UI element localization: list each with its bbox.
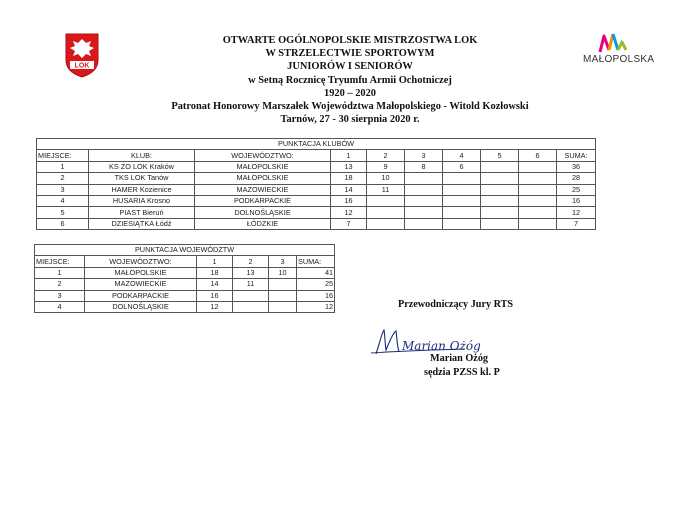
column-header: SUMA:: [297, 256, 335, 267]
table-cell: [443, 173, 481, 184]
table-cell: 11: [233, 279, 269, 290]
column-header: 2: [367, 150, 405, 161]
table-cell: 4: [35, 301, 85, 312]
table-cell: [481, 161, 519, 172]
table-cell: KS ZO LOK Kraków: [89, 161, 195, 172]
table-cell: [481, 207, 519, 218]
table-cell: [519, 161, 557, 172]
table-cell: DZIESIĄTKA Łódź: [89, 218, 195, 229]
table-cell: [269, 290, 297, 301]
table-cell: 8: [405, 161, 443, 172]
table-cell: 5: [37, 207, 89, 218]
table-cell: 7: [557, 218, 596, 229]
table-row: [37, 207, 596, 218]
table-row: [35, 267, 335, 278]
table-cell: 14: [197, 279, 233, 290]
voivodeship-ranking-table: [34, 244, 335, 313]
table-cell: [443, 207, 481, 218]
table-cell: [233, 301, 269, 312]
table-cell: [233, 290, 269, 301]
table-cell: 10: [367, 173, 405, 184]
header-title: OTWARTE OGÓLNOPOLSKIE MISTRZOSTWA LOK: [222, 35, 478, 46]
column-header: MIEJSCE:: [35, 256, 85, 267]
table-cell: [269, 279, 297, 290]
table-cell: 14: [331, 184, 367, 195]
table-cell: 11: [367, 184, 405, 195]
header-subtitle: W STRZELECTWIE SPORTOWYM: [265, 48, 435, 60]
column-header: KLUB:: [89, 150, 195, 161]
table-cell: [405, 207, 443, 218]
table-row: [35, 279, 335, 290]
table-cell: 4: [37, 195, 89, 206]
table-cell: MAŁOPOLSKIE: [195, 161, 331, 172]
table-cell: 1: [35, 267, 85, 278]
table-cell: 12: [197, 301, 233, 312]
document-header: [0, 34, 700, 126]
table-cell: 18: [197, 267, 233, 278]
table-cell: [481, 173, 519, 184]
table-row: [35, 301, 335, 312]
table-cell: TKS LOK Tanów: [89, 173, 195, 184]
table-cell: HAMER Kozienice: [89, 184, 195, 195]
table-cell: 18: [331, 173, 367, 184]
table-row: [37, 184, 596, 195]
table-cell: [443, 195, 481, 206]
table-cell: 1: [37, 161, 89, 172]
table-cell: MAZOWIECKIE: [195, 184, 331, 195]
table-row: [35, 290, 335, 301]
jury-chair-name: Marian Ożóg: [430, 353, 489, 364]
table-cell: DOLNOŚLĄSKIE: [195, 207, 331, 218]
header-years: 1920 – 2020: [324, 87, 376, 99]
table-cell: [367, 207, 405, 218]
table-cell: 36: [557, 161, 596, 172]
table-header-row: [35, 256, 335, 267]
table-cell: [405, 218, 443, 229]
table-cell: MAŁOPOLSKIE: [85, 267, 197, 278]
club-ranking-table: [36, 138, 596, 230]
table-cell: 2: [37, 173, 89, 184]
table-cell: [519, 207, 557, 218]
table-cell: [405, 195, 443, 206]
column-header: WOJEWÓDZTWO:: [195, 150, 331, 161]
table-cell: DOLNOŚLĄSKIE: [85, 301, 197, 312]
table-cell: PODKARPACKIE: [85, 290, 197, 301]
table-cell: MAZOWIECKIE: [85, 279, 197, 290]
table-cell: [443, 184, 481, 195]
table-row: [37, 218, 596, 229]
club-ranking-title: PUNKTACJA KLUBÓW: [37, 139, 596, 150]
header-patronage: Patronat Honorowy Marszałek Województwa Małopolskiego - Witold Kozłowski: [171, 101, 529, 113]
table-cell: 12: [331, 207, 367, 218]
table-cell: 16: [557, 195, 596, 206]
table-cell: PODKARPACKIE: [195, 195, 331, 206]
table-cell: 25: [557, 184, 596, 195]
table-cell: 12: [557, 207, 596, 218]
column-header: 1: [331, 150, 367, 161]
column-header: WOJEWÓDZTWO:: [85, 256, 197, 267]
table-cell: PIAST Bieruń: [89, 207, 195, 218]
table-cell: [519, 173, 557, 184]
table-cell: ŁÓDZKIE: [195, 218, 331, 229]
table-cell: 6: [37, 218, 89, 229]
table-row: [37, 173, 596, 184]
voivodeship-ranking-title: PUNKTACJA WOJEWÓDZTW: [35, 245, 335, 256]
jury-title: Przewodniczący Jury RTS: [398, 299, 514, 310]
table-cell: 6: [443, 161, 481, 172]
table-cell: 9: [367, 161, 405, 172]
column-header: 3: [269, 256, 297, 267]
malopolska-logo-text: MAŁOPOLSKA: [583, 54, 655, 65]
table-cell: 25: [297, 279, 335, 290]
table-cell: [519, 195, 557, 206]
table-cell: [519, 218, 557, 229]
column-header: MIEJSCE:: [37, 150, 89, 161]
column-header: 1: [197, 256, 233, 267]
table-cell: [481, 184, 519, 195]
table-cell: [405, 184, 443, 195]
table-cell: [519, 184, 557, 195]
table-row: [37, 195, 596, 206]
table-cell: [481, 195, 519, 206]
table-cell: 10: [269, 267, 297, 278]
table-cell: 2: [35, 279, 85, 290]
table-cell: [367, 195, 405, 206]
table-cell: [269, 301, 297, 312]
table-cell: 41: [297, 267, 335, 278]
column-header: SUMA:: [557, 150, 596, 161]
table-cell: HUSARIA Krosno: [89, 195, 195, 206]
column-header: 6: [519, 150, 557, 161]
column-header: 5: [481, 150, 519, 161]
table-cell: 3: [37, 184, 89, 195]
column-header: 2: [233, 256, 269, 267]
table-row: [37, 161, 596, 172]
table-cell: 7: [331, 218, 367, 229]
table-cell: 28: [557, 173, 596, 184]
table-cell: [443, 218, 481, 229]
column-header: 3: [405, 150, 443, 161]
header-date-place: Tarnów, 27 - 30 sierpnia 2020 r.: [280, 114, 420, 126]
table-cell: 12: [297, 301, 335, 312]
signature-text: Marian Ożóg: [402, 339, 481, 353]
table-cell: 16: [331, 195, 367, 206]
table-cell: 13: [233, 267, 269, 278]
table-cell: 3: [35, 290, 85, 301]
table-cell: 13: [331, 161, 367, 172]
table-cell: 16: [297, 290, 335, 301]
header-occasion: w Setną Rocznicę Tryumfu Armii Ochotniczej: [248, 74, 452, 86]
table-cell: [405, 173, 443, 184]
header-category: JUNIORÓW I SENIORÓW: [287, 61, 413, 73]
lok-logo-text: LOK: [74, 62, 90, 70]
table-header-row: [37, 150, 596, 161]
table-cell: MAŁOPOLSKIE: [195, 173, 331, 184]
table-cell: [367, 218, 405, 229]
jury-chair-role: sędzia PZSS kl. P: [424, 367, 500, 378]
column-header: 4: [443, 150, 481, 161]
table-cell: 16: [197, 290, 233, 301]
table-cell: [481, 218, 519, 229]
